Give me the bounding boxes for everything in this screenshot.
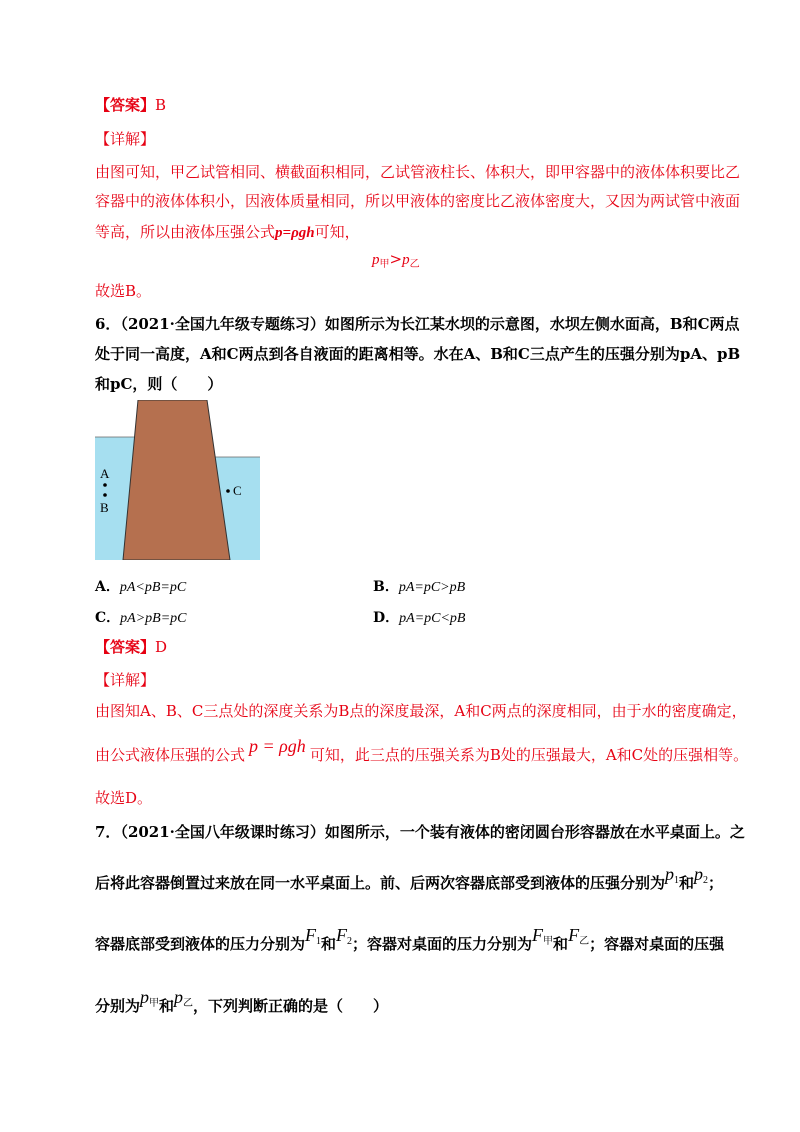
- option-B[interactable]: B．pA=pC>pB: [373, 579, 466, 595]
- symbol-F-jia: F甲: [532, 925, 554, 947]
- q7-stem-line2: 后将此容器倒置过来放在同一水平桌面上。前、后两次容器底部受到液体的压强分别为p1和p2；: [95, 864, 724, 892]
- q6-stem-line2: 处于同一高度，A和C两点到各自液面的距离相等。水在A、B和C三点产生的压强分别为pA、pB: [95, 345, 741, 363]
- q5-answer-line: [95, 94, 166, 115]
- q5-detail-tag: 【详解】: [95, 130, 156, 148]
- point-B-label: B: [100, 500, 109, 515]
- point-C-label: C: [233, 483, 242, 498]
- symbol-p-jia: p甲: [140, 987, 160, 1009]
- point-B-dot: [103, 493, 107, 497]
- q5-result: $p_甲>p_乙$: [372, 250, 420, 270]
- answer-value: D: [155, 638, 168, 656]
- symbol-F2: F2: [336, 925, 353, 947]
- answer-value: B: [155, 96, 167, 114]
- option-A[interactable]: A．pA<pB=pC: [95, 579, 187, 595]
- answer-tag: 【答案】: [95, 96, 156, 114]
- pressure-formula: p = ρgh: [249, 736, 306, 756]
- symbol-p1: p1: [665, 864, 680, 886]
- q5-detail-line3: 等高，所以由液体压强公式p=ρgh可知，: [95, 223, 360, 241]
- option-C[interactable]: C．pA>pB=pC: [95, 610, 187, 626]
- q7-stem-line3: 容器底部受到液体的压力分别为F1和F2；容器对桌面的压力分别为F甲和F乙；容器对桌面的压强: [95, 925, 725, 953]
- symbol-p-yi: p乙: [174, 987, 194, 1009]
- dam-diagram: [95, 400, 260, 560]
- answer-tag: 【答案】: [95, 638, 156, 656]
- point-C-dot: [226, 489, 230, 493]
- q5-detail-line1: 由图可知，甲乙试管相同、横截面积相同，乙试管液柱长、体积大，即甲容器中的液体体积要比乙: [95, 163, 741, 181]
- q6-answer-line: [95, 636, 167, 657]
- q6-stem-line3: 和pC，则（ ）: [95, 375, 223, 393]
- q5-detail-line2: 容器中的液体体积小，因液体质量相同，所以甲液体的密度比乙液体密度大，又因为两试管中液面: [95, 192, 741, 210]
- point-A-label: A: [100, 466, 110, 481]
- q6-detail-line2: 由公式液体压强的公式 p = ρgh 可知，此三点的压强关系为B处的压强最大，A和C处的压强相等。: [95, 736, 749, 764]
- q5-choose: 故选B。: [95, 282, 152, 300]
- symbol-p2: p2: [694, 864, 709, 886]
- pressure-formula: p=ρgh: [275, 225, 315, 241]
- q6-stem-line1: 6．（2021·全国九年级专题练习）如图所示为长江某水坝的示意图，水坝左侧水面高，B和C两点: [95, 315, 740, 333]
- q6-detail-line1: 由图知A、B、C三点处的深度关系为B点的深度最深，A和C两点的深度相同，由于水的密度确定，: [95, 702, 747, 720]
- q6-choose: 故选D。: [95, 789, 153, 807]
- dam-body: [123, 400, 230, 560]
- symbol-F1: F1: [305, 925, 322, 947]
- symbol-F-yi: F乙: [568, 925, 590, 947]
- q6-detail-tag: 【详解】: [95, 671, 156, 689]
- option-D[interactable]: D．pA=pC<pB: [373, 610, 466, 626]
- q7-stem-line4: 分别为p甲和p乙，下列判断正确的是（ ）: [95, 987, 389, 1015]
- point-A-dot: [103, 483, 107, 487]
- q7-stem-line1: 7．（2021·全国八年级课时练习）如图所示，一个装有液体的密闭圆台形容器放在水平桌面上。之: [95, 823, 745, 841]
